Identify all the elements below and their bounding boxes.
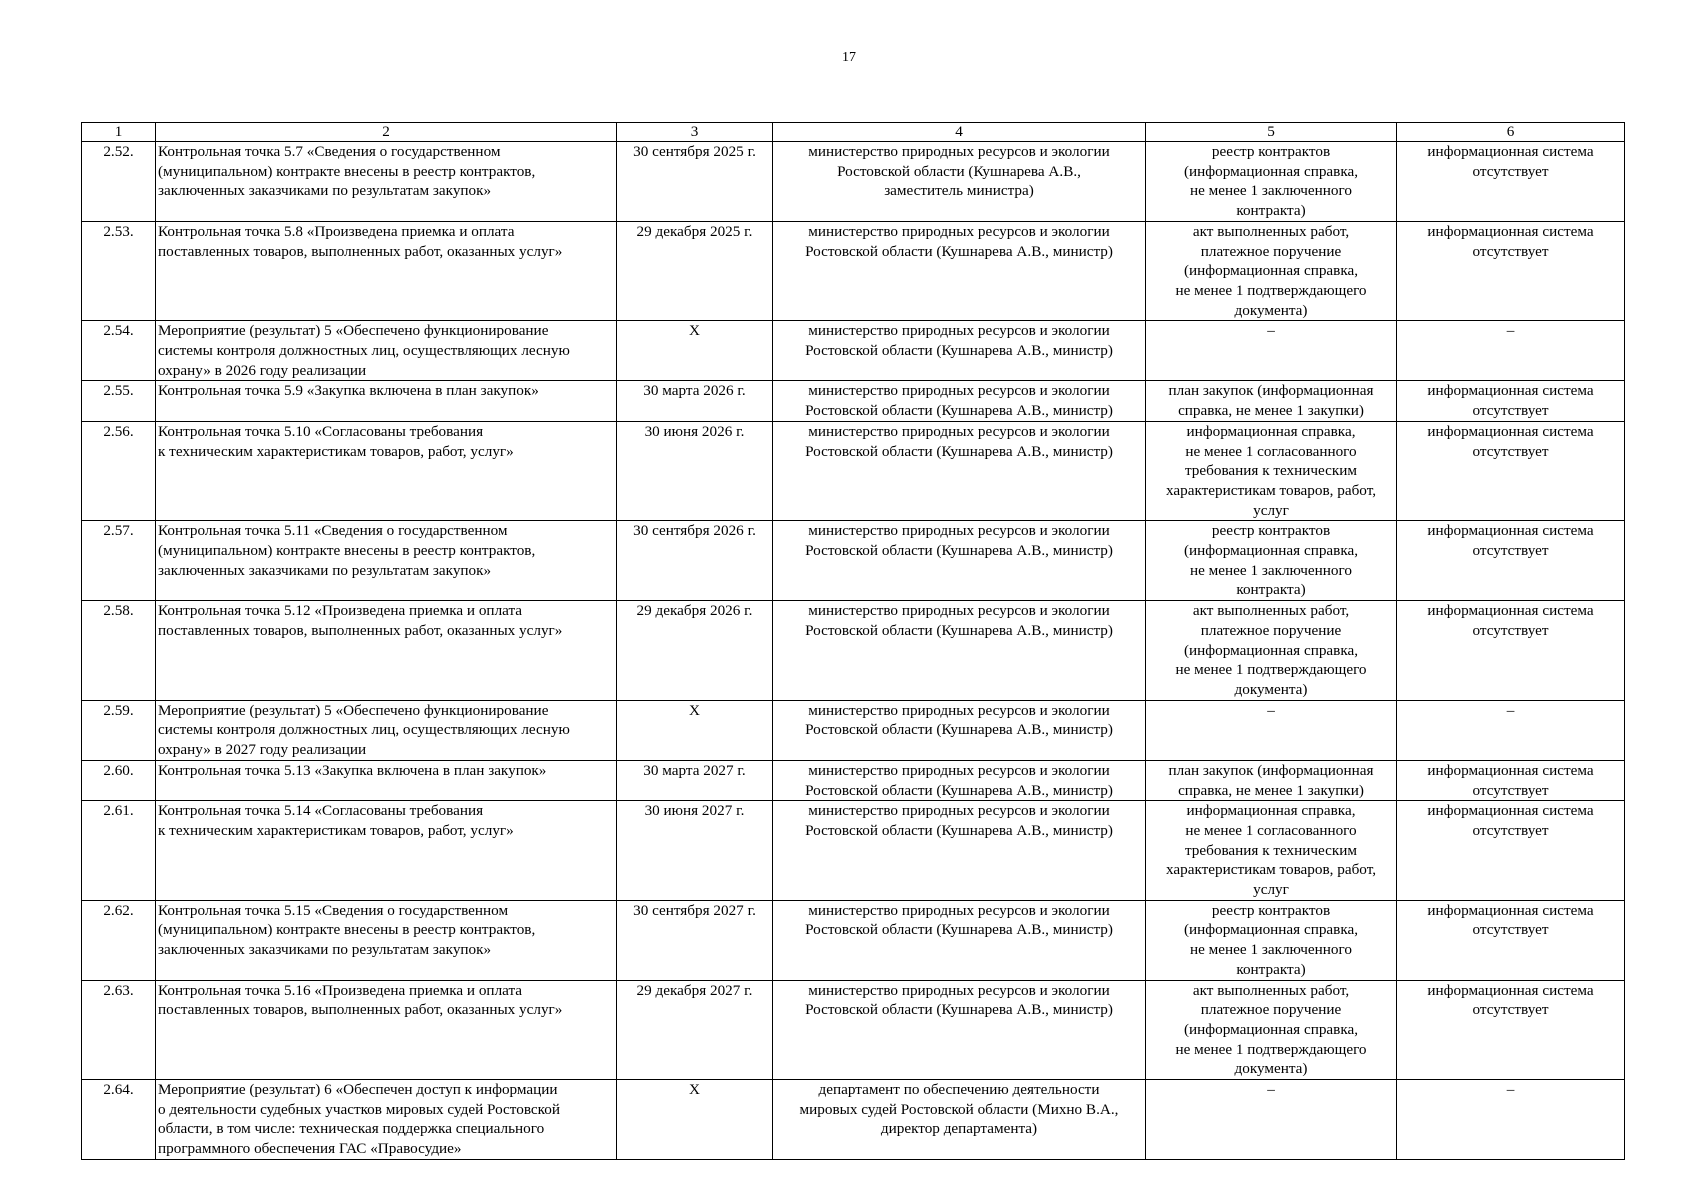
row-date-cell	[617, 700, 773, 760]
table-row	[82, 142, 1625, 222]
table-row	[82, 801, 1625, 901]
row-date-cell	[617, 601, 773, 701]
row-responsible: министерство природных ресурсов и экологии Ростовской области (Кушнарева А.В., министр)	[805, 382, 1113, 420]
row-name-cell	[156, 900, 617, 980]
row-responsible-cell	[773, 1080, 1146, 1160]
row-system-cell	[1397, 1080, 1625, 1160]
row-system-cell	[1397, 601, 1625, 701]
row-system-cell	[1397, 421, 1625, 521]
row-number-cell	[82, 700, 156, 760]
row-date-cell	[617, 900, 773, 980]
header-cell-1: 1	[82, 123, 156, 142]
row-name: Контрольная точка 5.14 «Согласованы требования к техническим характеристикам товаров, работ, услуг»	[158, 802, 514, 839]
row-date: 30 сентября 2026 г.	[633, 522, 756, 540]
table-row	[82, 221, 1625, 321]
row-document-cell	[1146, 321, 1397, 381]
row-name-cell	[156, 381, 617, 421]
row-number: 2.54.	[103, 322, 134, 340]
row-system-cell	[1397, 980, 1625, 1080]
header-cell-3: 3	[617, 123, 773, 142]
row-name: Мероприятие (результат) 6 «Обеспечен доступ к информации о деятельности судебных участков мировых судей Ростовской области, в том числе: техническая поддержка специального программного обеспечения ГАС «Правосудие»	[158, 1081, 560, 1158]
control-points-table	[81, 122, 1625, 1160]
row-document-cell	[1146, 521, 1397, 601]
page-number: 17	[842, 50, 856, 65]
row-name-cell	[156, 1080, 617, 1160]
row-name-cell	[156, 700, 617, 760]
row-name-cell	[156, 421, 617, 521]
header-cell-5: 5	[1146, 123, 1397, 142]
row-document-cell	[1146, 980, 1397, 1080]
row-system: информационная система отсутствует	[1427, 761, 1594, 799]
row-number: 2.59.	[103, 701, 134, 719]
row-number: 2.60.	[103, 761, 134, 779]
row-document-cell	[1146, 760, 1397, 800]
row-name-cell	[156, 221, 617, 321]
row-number-cell	[82, 980, 156, 1080]
header-cell-6: 6	[1397, 123, 1625, 142]
row-number-cell	[82, 760, 156, 800]
row-number: 2.58.	[103, 602, 134, 620]
row-system-cell	[1397, 700, 1625, 760]
row-document: –	[1267, 701, 1275, 719]
row-responsible: министерство природных ресурсов и экологии Ростовской области (Кушнарева А.В., министр)	[805, 222, 1113, 260]
row-document: акт выполненных работ, платежное поручение (информационная справка, не менее 1 подтверждающего документа)	[1175, 222, 1367, 319]
row-system: информационная система отсутствует	[1427, 382, 1594, 420]
row-document-cell	[1146, 900, 1397, 980]
row-date-cell	[617, 760, 773, 800]
row-responsible-cell	[773, 980, 1146, 1080]
row-responsible: министерство природных ресурсов и экологии Ростовской области (Кушнарева А.В., министр)	[805, 322, 1113, 360]
row-date-cell	[617, 980, 773, 1080]
header-cell-4: 4	[773, 123, 1146, 142]
row-system-cell	[1397, 142, 1625, 222]
row-system: информационная система отсутствует	[1427, 522, 1594, 560]
row-number: 2.56.	[103, 422, 134, 440]
row-name: Контрольная точка 5.15 «Сведения о государственном (муниципальном) контракте внесены в реестр контрактов, заключенных заказчиками по результатам закупок»	[158, 901, 536, 959]
row-system-cell	[1397, 381, 1625, 421]
row-name: Контрольная точка 5.9 «Закупка включена в план закупок»	[158, 382, 539, 400]
row-date: 29 декабря 2025 г.	[636, 222, 753, 240]
row-document-cell	[1146, 142, 1397, 222]
row-system: –	[1506, 322, 1515, 340]
row-number: 2.63.	[103, 981, 134, 999]
row-date-cell	[617, 521, 773, 601]
row-number: 2.61.	[103, 802, 134, 820]
row-date: 30 июня 2026 г.	[644, 422, 745, 440]
row-system: информационная система отсутствует	[1427, 222, 1594, 260]
row-system: –	[1506, 701, 1515, 719]
row-name-cell	[156, 321, 617, 381]
row-responsible-cell	[773, 900, 1146, 980]
row-date: 30 июня 2027 г.	[644, 802, 745, 820]
row-date-cell	[617, 221, 773, 321]
row-responsible-cell	[773, 142, 1146, 222]
row-document: реестр контрактов (информационная справка, не менее 1 заключенного контракта)	[1183, 522, 1359, 599]
table-row	[82, 1080, 1625, 1160]
table-row	[82, 980, 1625, 1080]
row-name: Контрольная точка 5.8 «Произведена приемка и оплата поставленных товаров, выполненных работ, оказанных услуг»	[158, 222, 563, 260]
row-name: Контрольная точка 5.7 «Сведения о государственном (муниципальном) контракте внесены в реестр контрактов, заключенных заказчиками по результатам закупок»	[158, 143, 536, 200]
row-responsible: министерство природных ресурсов и экологии Ростовской области (Кушнарева А.В., министр)	[805, 802, 1113, 839]
row-responsible-cell	[773, 381, 1146, 421]
table-row	[82, 421, 1625, 521]
row-number-cell	[82, 381, 156, 421]
row-document-cell	[1146, 1080, 1397, 1160]
row-responsible: министерство природных ресурсов и экологии Ростовской области (Кушнарева А.В., заместитель министра)	[808, 143, 1110, 200]
row-date-cell	[617, 142, 773, 222]
row-number: 2.57.	[103, 522, 134, 540]
table-row	[82, 521, 1625, 601]
row-document: реестр контрактов (информационная справка, не менее 1 заключенного контракта)	[1183, 901, 1359, 978]
row-document-cell	[1146, 801, 1397, 901]
row-system-cell	[1397, 321, 1625, 381]
row-name: Контрольная точка 5.11 «Сведения о государственном (муниципальном) контракте внесены в реестр контрактов, заключенных заказчиками по результатам закупок»	[158, 522, 536, 579]
row-system-cell	[1397, 900, 1625, 980]
table-row	[82, 321, 1625, 381]
table-row	[82, 601, 1625, 701]
table-row	[82, 760, 1625, 800]
row-responsible-cell	[773, 801, 1146, 901]
row-document: план закупок (информационная справка, не менее 1 закупки)	[1168, 382, 1374, 420]
row-date-cell	[617, 1080, 773, 1160]
row-responsible-cell	[773, 601, 1146, 701]
row-number-cell	[82, 801, 156, 901]
row-responsible: министерство природных ресурсов и экологии Ростовской области (Кушнарева А.В., министр)	[805, 522, 1113, 560]
row-date: 29 декабря 2026 г.	[636, 602, 753, 620]
row-document: –	[1267, 1081, 1275, 1099]
row-number: 2.64.	[103, 1081, 134, 1099]
row-number-cell	[82, 421, 156, 521]
row-number-cell	[82, 1080, 156, 1160]
row-system-cell	[1397, 521, 1625, 601]
row-name: Контрольная точка 5.16 «Произведена приемка и оплата поставленных товаров, выполненных работ, оказанных услуг»	[158, 981, 563, 1019]
row-system: информационная система отсутствует	[1427, 143, 1594, 180]
row-number-cell	[82, 221, 156, 321]
row-number: 2.52.	[103, 143, 134, 160]
row-system: информационная система отсутствует	[1427, 901, 1594, 939]
row-responsible-cell	[773, 700, 1146, 760]
row-name: Мероприятие (результат) 5 «Обеспечено функционирование системы контроля должностных лиц, осуществляющих лесную охрану» в 2027 году реализации	[158, 701, 570, 759]
row-system: –	[1506, 1081, 1515, 1099]
row-date: 30 сентября 2027 г.	[633, 901, 756, 919]
row-system-cell	[1397, 221, 1625, 321]
row-number-cell	[82, 521, 156, 601]
row-name: Контрольная точка 5.10 «Согласованы требования к техническим характеристикам товаров, работ, услуг»	[158, 422, 514, 460]
row-responsible: министерство природных ресурсов и экологии Ростовской области (Кушнарева А.В., министр)	[805, 761, 1113, 799]
row-date: 30 марта 2026 г.	[643, 382, 746, 400]
row-responsible: министерство природных ресурсов и экологии Ростовской области (Кушнарева А.В., министр)	[805, 901, 1113, 939]
row-system: информационная система отсутствует	[1427, 981, 1594, 1019]
row-name-cell	[156, 601, 617, 701]
row-date-cell	[617, 421, 773, 521]
row-document: план закупок (информационная справка, не менее 1 закупки)	[1168, 761, 1374, 799]
row-document: реестр контрактов (информационная справка, не менее 1 заключенного контракта)	[1183, 143, 1359, 220]
row-number: 2.55.	[103, 382, 134, 400]
row-document: акт выполненных работ, платежное поручение (информационная справка, не менее 1 подтверждающего документа)	[1175, 602, 1367, 698]
row-responsible: министерство природных ресурсов и экологии Ростовской области (Кушнарева А.В., министр)	[805, 981, 1113, 1019]
row-system-cell	[1397, 801, 1625, 901]
row-date: 30 сентября 2025 г.	[633, 143, 756, 160]
row-document: акт выполненных работ, платежное поручение (информационная справка, не менее 1 подтверждающего документа)	[1175, 981, 1367, 1078]
row-responsible: департамент по обеспечению деятельности мировых судей Ростовской области (Михно В.А., директор департамента)	[799, 1081, 1119, 1138]
row-responsible-cell	[773, 321, 1146, 381]
row-name-cell	[156, 142, 617, 222]
row-name-cell	[156, 760, 617, 800]
row-name: Контрольная точка 5.13 «Закупка включена в план закупок»	[158, 761, 547, 779]
row-responsible-cell	[773, 221, 1146, 321]
table-header-row	[82, 123, 1625, 142]
row-name-cell	[156, 980, 617, 1080]
row-date-cell	[617, 381, 773, 421]
row-responsible: министерство природных ресурсов и экологии Ростовской области (Кушнарева А.В., министр)	[805, 422, 1113, 460]
row-name-cell	[156, 521, 617, 601]
row-responsible: министерство природных ресурсов и экологии Ростовской области (Кушнарева А.В., министр)	[805, 701, 1113, 739]
row-number-cell	[82, 142, 156, 222]
row-system: информационная система отсутствует	[1427, 422, 1594, 460]
row-document-cell	[1146, 381, 1397, 421]
row-date: Х	[689, 701, 700, 719]
row-name: Контрольная точка 5.12 «Произведена приемка и оплата поставленных товаров, выполненных работ, оказанных услуг»	[158, 602, 563, 639]
row-number-cell	[82, 321, 156, 381]
row-document-cell	[1146, 700, 1397, 760]
row-date: Х	[689, 322, 700, 340]
row-number-cell	[82, 601, 156, 701]
row-responsible-cell	[773, 521, 1146, 601]
table-row	[82, 900, 1625, 980]
header-cell-2: 2	[156, 123, 617, 142]
row-number: 2.62.	[103, 901, 134, 919]
row-document-cell	[1146, 601, 1397, 701]
row-system: информационная система отсутствует	[1427, 602, 1594, 639]
row-date-cell	[617, 321, 773, 381]
row-number: 2.53.	[103, 222, 134, 240]
row-date: 29 декабря 2027 г.	[636, 981, 753, 999]
row-name-cell	[156, 801, 617, 901]
row-document: –	[1267, 322, 1275, 340]
table-row	[82, 700, 1625, 760]
table-row	[82, 381, 1625, 421]
row-system-cell	[1397, 760, 1625, 800]
row-document: информационная справка, не менее 1 согласованного требования к техническим характеристикам товаров, работ, услуг	[1166, 422, 1376, 519]
row-date: 30 марта 2027 г.	[643, 761, 746, 779]
row-document-cell	[1146, 421, 1397, 521]
row-document: информационная справка, не менее 1 согласованного требования к техническим характеристикам товаров, работ, услуг	[1166, 802, 1376, 899]
row-responsible: министерство природных ресурсов и экологии Ростовской области (Кушнарева А.В., министр)	[805, 602, 1113, 639]
row-date: Х	[689, 1081, 700, 1099]
row-date-cell	[617, 801, 773, 901]
row-number-cell	[82, 900, 156, 980]
row-responsible-cell	[773, 760, 1146, 800]
row-responsible-cell	[773, 421, 1146, 521]
row-document-cell	[1146, 221, 1397, 321]
row-name: Мероприятие (результат) 5 «Обеспечено функционирование системы контроля должностных лиц, осуществляющих лесную охрану» в 2026 году реализации	[158, 322, 570, 379]
row-system: информационная система отсутствует	[1427, 802, 1594, 839]
